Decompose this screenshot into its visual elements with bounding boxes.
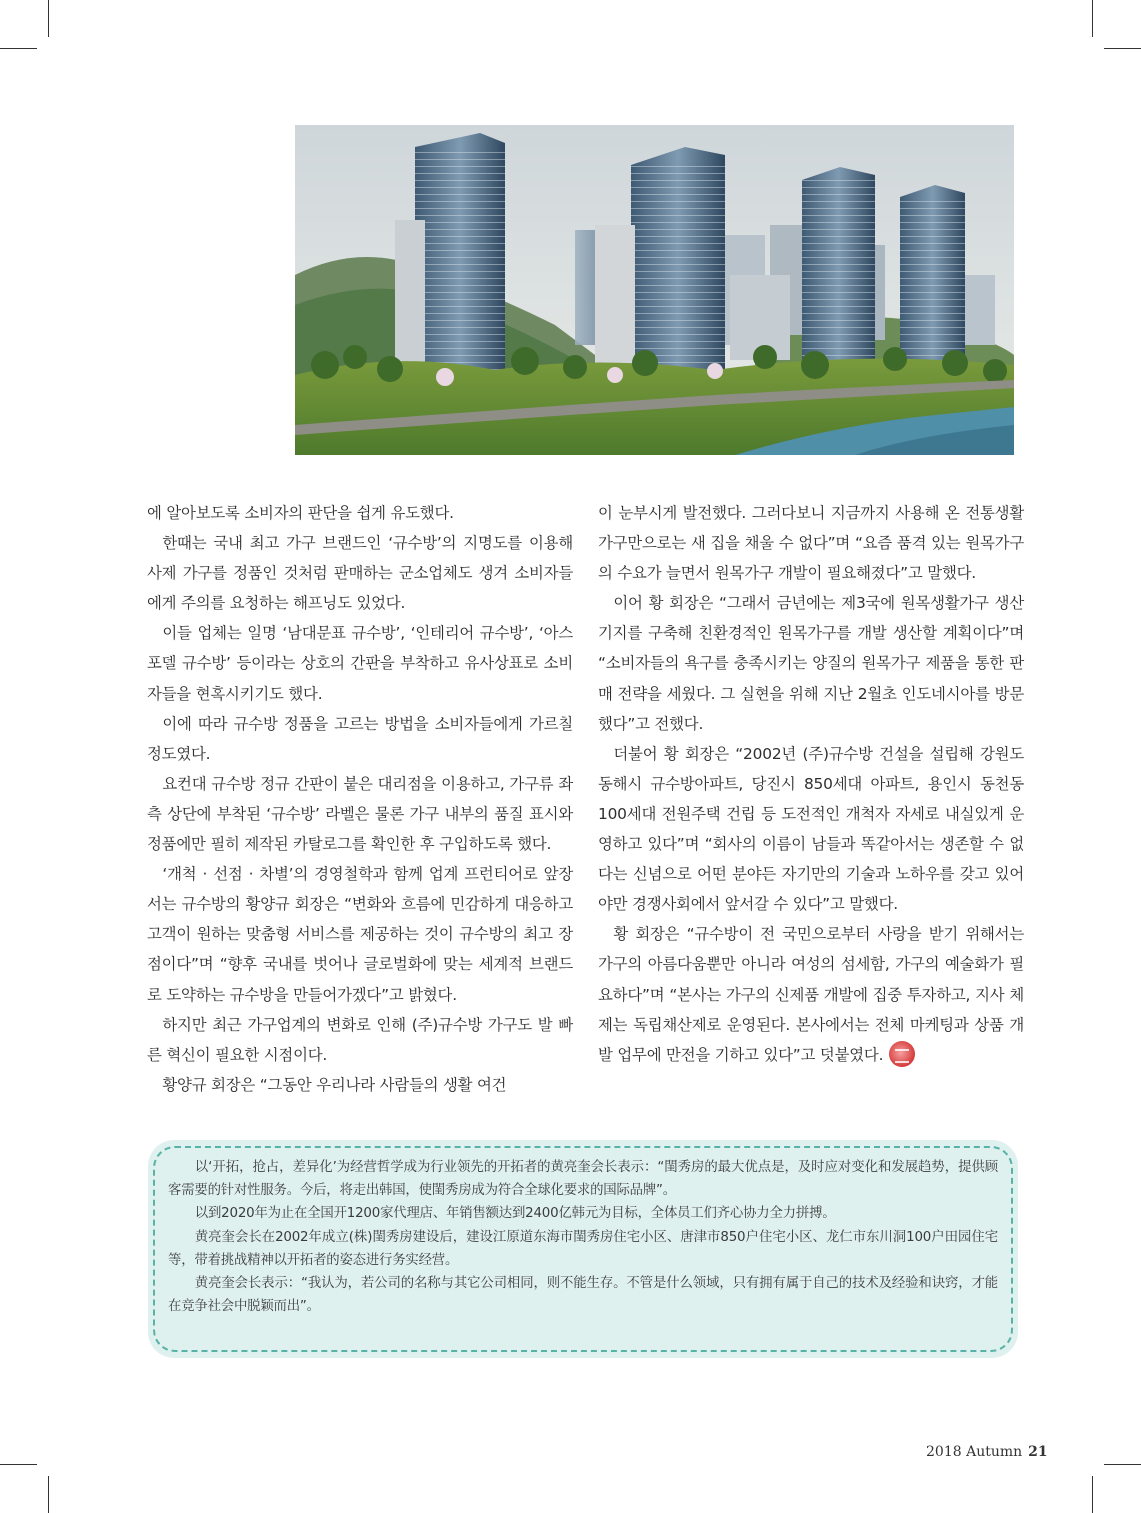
issue-label: 2018 Autumn: [926, 1444, 1023, 1460]
apartment-complex-illustration: [295, 125, 1014, 455]
summary-paragraph: 以‘开拓，抢占，差异化’为经营哲学成为行业领先的开拓者的黄亮奎会长表示：“閨秀房的最大优点是，及时应对变化和发展趋势，提供顾客需要的针对性服务。今后，将走出韩国，使閨秀房成为符合全球化要求的国际品牌”。: [168, 1160, 998, 1199]
crop-mark: [1104, 48, 1141, 49]
paragraph: 에 알아보도록 소비자의 판단을 쉽게 유도했다.: [147, 504, 454, 522]
summary-paragraph: 以到2020年为止在全国开1200家代理店、年销售额达到2400亿韩元为目标，全体员工们齐心协力全力拼搏。: [194, 1206, 836, 1222]
crop-mark: [48, 0, 49, 37]
paragraph: ‘개척 · 선점 · 차별’의 경영철학과 함께 업계 프런티어로 앞장서는 규수방의 황양규 회장은 “변화와 흐름에 민감하게 대응하고 고객이 원하는 맞춤형 서비스를 제공하는 것이 규수방의 최고 장점이다”며 “향후 국내를 벗어나 글로벌화에 맞는 세계적 브랜드로 도약하는 규수방을 만들어가겠다”고 밝혔다.: [147, 865, 573, 1004]
chinese-summary-box: [148, 1140, 1018, 1358]
crop-mark: [0, 1464, 37, 1465]
crop-mark: [48, 1476, 49, 1513]
paragraph: 황양규 회장은 “그동안 우리나라 사람들의 생활 여건: [162, 1075, 507, 1094]
paragraph: 이에 따라 규수방 정품을 고르는 방법을 소비자들에게 가르칠 정도였다.: [147, 714, 573, 763]
page-folio: [926, 1444, 1048, 1460]
crop-mark: [1092, 0, 1093, 37]
article-column-right: [598, 498, 1024, 1070]
paragraph: 이어 황 회장은 “그래서 금년에는 제3국에 원목생활가구 생산기지를 구축해 친환경적인 원목가구를 개발 생산할 계획이다”며 “소비자들의 욕구를 충족시키는 양질의 원목가구 제품을 통한 판매 전략을 세웠다. 그 실현을 위해 지난 2월초 인도네시아를 방문했다”고 전했다.: [598, 594, 1024, 733]
crop-mark: [1092, 1476, 1093, 1513]
crop-mark: [0, 48, 37, 49]
article-column-left: [147, 498, 573, 1100]
summary-paragraph: 黄亮奎会长在2002年成立(株)閨秀房建设后，建设江原道东海市閨秀房住宅小区、唐津市850户住宅小区、龙仁市东川洞100户田园住宅等，带着挑战精神以开拓者的姿态进行务实经营。: [168, 1229, 998, 1268]
paragraph: [598, 919, 1024, 1069]
paragraph-text: 황 회장은 “규수방이 전 국민으로부터 사랑을 받기 위해서는 가구의 아름다움뿐만 아니라 여성의 섬세함, 가구의 예술화가 필요하다”며 “본사는 가구의 신제품 개발에 집중 투자하고, 지사 체제는 독립채산제로 운영된다. 본사에서는 전체 마케팅과 상품 개발 업무에 만전을 기하고 있다”고 덧붙였다.: [598, 925, 1024, 1064]
summary-paragraph: 黄亮奎会长表示：“我认为，若公司的名称与其它公司相同，则不能生存。不管是什么领域，只有拥有属于自己的技术及经验和诀窍，才能在竞争社会中脱颖而出”。: [168, 1276, 998, 1315]
paragraph: 요컨대 규수방 정규 간판이 붙은 대리점을 이용하고, 가구류 좌측 상단에 부착된 ‘규수방’ 라벨은 물론 가구 내부의 품질 표시와 정품에만 필히 제작된 카탈로그를 확인한 후 구입하도록 했다.: [147, 774, 573, 854]
paragraph: 한때는 국내 최고 가구 브랜드인 ‘규수방’의 지명도를 이용해 사제 가구를 정품인 것처럼 판매하는 군소업체도 생겨 소비자들에게 주의를 요청하는 해프닝도 있었다.: [147, 534, 573, 613]
paragraph: 이 눈부시게 발전했다. 그러다보니 지금까지 사용해 온 전통생활가구만으로는 새 집을 채울 수 없다”며 “요즘 품격 있는 원목가구의 수요가 늘면서 원목가구 개발이 필요해졌다”고 말했다.: [598, 504, 1024, 583]
paragraph: 이들 업체는 일명 ‘남대문표 규수방’, ‘인테리어 규수방’, ‘아스포델 규수방’ 등이라는 상호의 간판을 부착하고 유사상표로 소비자들을 현혹시키기도 했다.: [147, 624, 573, 703]
article-end-mark-icon: [889, 1041, 915, 1067]
paragraph: 하지만 최근 가구업계의 변화로 인해 (주)규수방 가구도 발 빠른 혁신이 필요한 시점이다.: [147, 1015, 573, 1064]
apartment-complex-photo: [295, 125, 1014, 455]
crop-mark: [1104, 1464, 1141, 1465]
page-number: 21: [1028, 1444, 1048, 1460]
paragraph: 더불어 황 회장은 “2002년 (주)규수방 건설을 설립해 강원도 동해시 규수방아파트, 당진시 850세대 아파트, 용인시 동천동 100세대 전원주택 건립 등 도전적인 개척자 자세로 내실있게 운영하고 있다”며 “회사의 이름이 남들과 똑같아서는 생존할 수 없다는 신념으로 어떤 분야든 자기만의 기술과 노하우를 갖고 있어야만 경쟁사회에서 앞서갈 수 있다”고 말했다.: [598, 744, 1024, 914]
